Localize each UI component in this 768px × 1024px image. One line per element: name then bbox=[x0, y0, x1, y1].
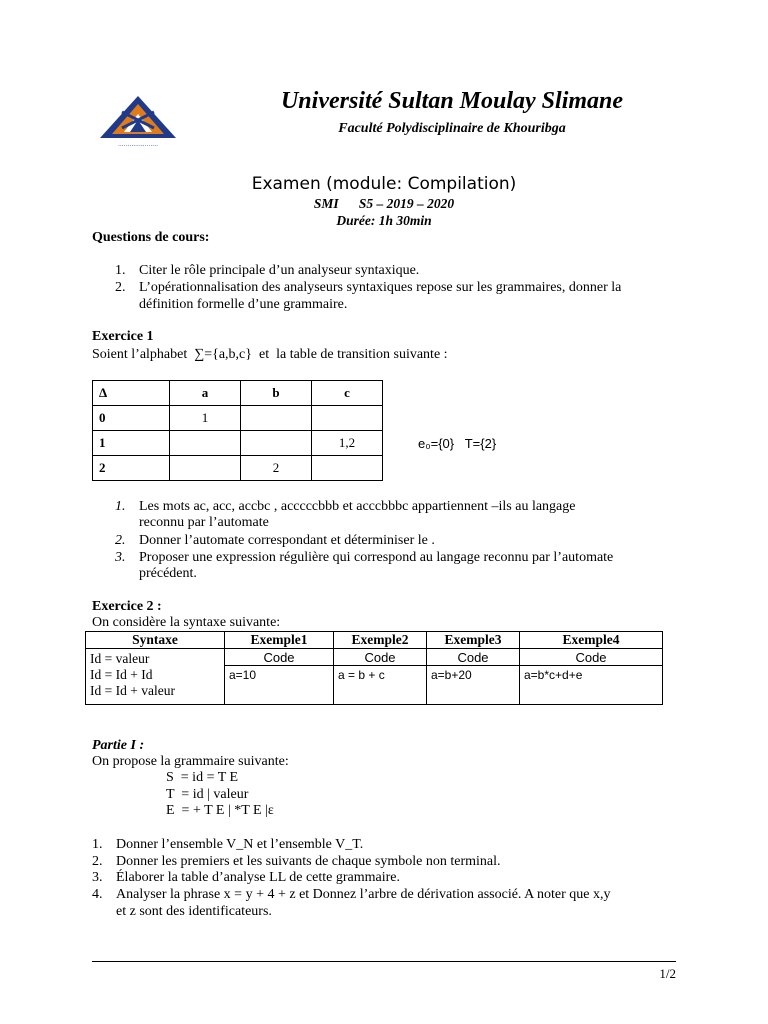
table-cell: a=10 bbox=[225, 666, 334, 705]
ex1-heading: Exercice 1 bbox=[92, 329, 154, 344]
ex2-intro: On considère la syntaxe suivante: bbox=[92, 615, 281, 630]
table-header-cell: Exemple2 bbox=[334, 632, 427, 649]
table-header-cell: Exemple3 bbox=[427, 632, 520, 649]
table-row bbox=[93, 456, 383, 481]
ex1-list: 1. Les mots ac, acc, accbc , acccccbbb et acccbbbc appartiennent –ils au langage reconnu par l’automate 2. Donner l’automate correspondant et déterminiser le . 3. Proposer une expression régulière qui correspond au langage reconnu par l’automate précédent. bbox=[115, 499, 614, 581]
table-cell: 2 bbox=[93, 456, 170, 481]
table-row bbox=[86, 649, 663, 666]
exam-duration: Durée: 1h 30min bbox=[336, 213, 432, 228]
table-header-cell: Exemple4 bbox=[520, 632, 663, 649]
cours-list: 1. Citer le rôle principale d’un analyseur syntaxique. 2. L’opérationnalisation des analyseurs syntaxiques repose sur les grammaires, donner la définition formelle d’une grammaire. bbox=[115, 263, 622, 312]
table-cell bbox=[170, 431, 241, 456]
table-cell: Code bbox=[225, 649, 334, 666]
table-header-cell: Exemple1 bbox=[225, 632, 334, 649]
table-cell bbox=[170, 456, 241, 481]
table-cell: Code bbox=[427, 649, 520, 666]
exam-title: Examen (module: Compilation) bbox=[251, 174, 517, 194]
table-cell: 2 bbox=[241, 456, 312, 481]
svg-text:·····················: ····················· bbox=[117, 143, 159, 150]
table-header-row bbox=[86, 632, 663, 649]
transition-table bbox=[92, 380, 383, 481]
partie1-list: 1. Donner l’ensemble V_N et l’ensemble V_T. 2. Donner les premiers et les suivants de chaque symbole non terminal. 3. Élaborer la table d’analyse LL de cette grammaire. 4. Analyser la phrase x = y + 4 + z et Donnez l’arbre de dérivation associé. A noter que x,y et z sont des identificateurs. bbox=[92, 837, 611, 919]
table-cell: Δ bbox=[93, 381, 170, 406]
table-cell bbox=[312, 456, 383, 481]
grammar-rule: E = + T E | *T E |ε bbox=[166, 803, 274, 818]
syntax-cell: Id = valeur Id = Id + Id Id = Id + valeur bbox=[86, 649, 225, 705]
university-logo bbox=[92, 92, 184, 154]
ex1-intro: Soient l’alphabet ∑={a,b,c} et la table de transition suivante : bbox=[92, 347, 448, 362]
table-cell bbox=[241, 406, 312, 431]
ex2-heading: Exercice 2 : bbox=[92, 599, 162, 614]
table-cell: 1,2 bbox=[312, 431, 383, 456]
table-cell: a=b*c+d+e bbox=[520, 666, 663, 705]
table-row bbox=[93, 406, 383, 431]
table-cell: Code bbox=[334, 649, 427, 666]
page-number: 1/2 bbox=[659, 966, 676, 981]
faculty-title: Faculté Polydisciplinaire de Khouribga bbox=[338, 121, 566, 136]
cours-heading: Questions de cours: bbox=[92, 230, 210, 245]
table-cell: a = b + c bbox=[334, 666, 427, 705]
syntax-table bbox=[85, 631, 663, 705]
partie1-intro: On propose la grammaire suivante: bbox=[92, 754, 289, 769]
table-cell: a bbox=[170, 381, 241, 406]
university-title: Université Sultan Moulay Slimane bbox=[280, 88, 624, 114]
table-header-row bbox=[93, 381, 383, 406]
grammar-rule: T = id | valeur bbox=[166, 787, 249, 802]
table-cell: a=b+20 bbox=[427, 666, 520, 705]
table-cell: Code bbox=[520, 649, 663, 666]
table-cell: 0 bbox=[93, 406, 170, 431]
table-cell: c bbox=[312, 381, 383, 406]
table-cell: 1 bbox=[170, 406, 241, 431]
table-cell bbox=[241, 431, 312, 456]
footer-divider bbox=[92, 961, 676, 962]
initial-final-states: e₀={0} T={2} bbox=[418, 436, 497, 451]
table-cell bbox=[312, 406, 383, 431]
exam-program: SMI S5 – 2019 – 2020 bbox=[313, 196, 455, 211]
grammar-rule: S = id = T E bbox=[166, 770, 239, 785]
partie1-heading: Partie I : bbox=[92, 738, 145, 753]
table-cell: 1 bbox=[93, 431, 170, 456]
table-cell: b bbox=[241, 381, 312, 406]
table-row bbox=[93, 431, 383, 456]
table-header-cell: Syntaxe bbox=[86, 632, 225, 649]
